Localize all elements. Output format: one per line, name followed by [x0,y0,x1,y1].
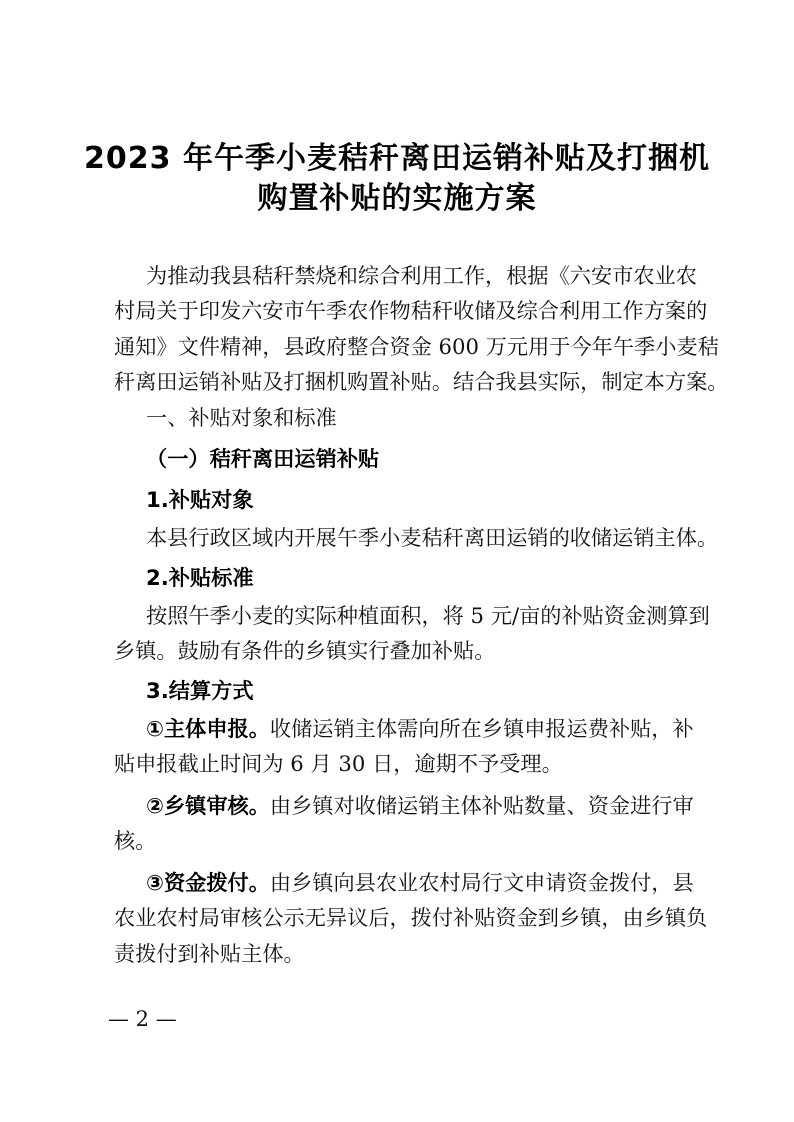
intro-line-1: 为推动我县秸秆禁烧和综合利用工作，根据《六安市农业农 [146,263,697,288]
item-2-text-line-2: 乡镇。鼓励有条件的乡镇实行叠加补贴。 [114,638,496,663]
fund-disbursement-text: 由乡镇向县农业农村局行文申请资金拨付，县 [269,870,694,895]
item-3-heading: 3.结算方式 [146,678,254,703]
paragraph-township-review [146,792,694,820]
document-title-line-1: 2023 年午季小麦秸秆离田运销补贴及打捆机 [84,141,710,176]
fund-disbursement-label: ③资金拨付。 [146,870,270,895]
item-2-text-line-1: 按照午季小麦的实际种植面积，将 5 元/亩的补贴资金测算到 [146,603,710,628]
intro-line-2: 村局关于印发六安市午季农作物秸秆收储及综合利用工作方案的 [114,298,708,323]
paragraph-fund-disbursement [146,869,694,897]
item-1-heading: 1.补贴对象 [146,487,254,512]
fund-disbursement-text-line-2: 农业农村局审核公示无异议后，拨付补贴资金到乡镇，由乡镇负 [114,905,708,930]
item-2-heading: 2.补贴标准 [146,565,254,590]
section-heading: 一、补贴对象和标准 [146,405,337,430]
intro-line-4: 秆离田运销补贴及打捆机购置补贴。结合我县实际，制定本方案。 [114,369,729,394]
subject-application-text-line-2: 贴申报截止时间为 6 月 30 日，逾期不予受理。 [114,751,563,776]
subject-application-label: ①主体申报。 [146,716,270,741]
township-review-text: 由乡镇对收储运销主体补贴数量、资金进行审 [269,793,694,818]
page-number: — 2 — [108,1007,177,1031]
item-1-text: 本县行政区域内开展午季小麦秸秆离田运销的收储运销主体。 [146,525,719,550]
subsection-heading: （一）秸秆离田运销补贴 [146,446,380,471]
township-review-label: ②乡镇审核。 [146,793,270,818]
intro-line-3: 通知》文件精神，县政府整合资金 600 万元用于今年午季小麦秸 [114,334,719,359]
paragraph-subject-application [146,715,694,743]
township-review-text-line-2: 核。 [114,828,157,853]
fund-disbursement-text-line-3: 责拨付到补贴主体。 [114,941,305,966]
document-title-line-2: 购置补贴的实施方案 [257,181,537,216]
subject-application-text: 收储运销主体需向所在乡镇申报运费补贴，补 [269,716,694,741]
